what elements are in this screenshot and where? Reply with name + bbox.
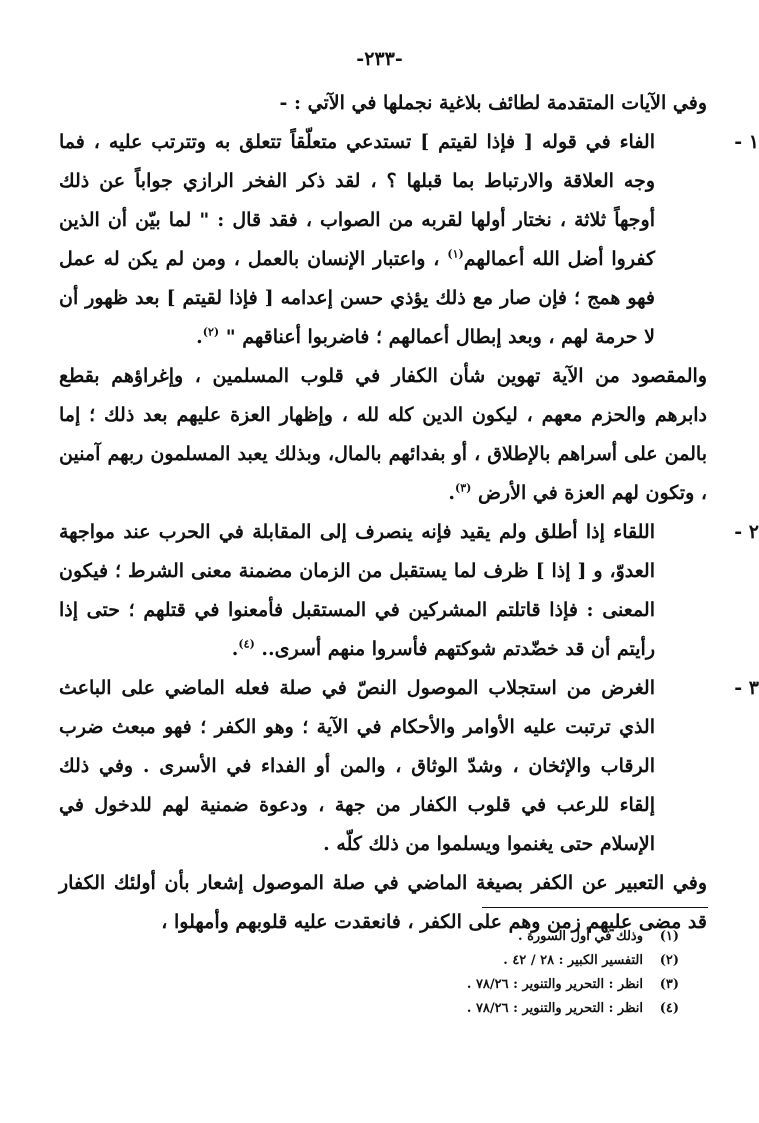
list-item-text xyxy=(59,513,707,669)
footnote-divider xyxy=(482,907,708,908)
footnote-text: التفسير الكبير : ٢٨ / ٤٢ . xyxy=(503,953,643,968)
body-text xyxy=(59,84,759,942)
paragraph xyxy=(59,357,707,513)
footnote-number: (٢) xyxy=(659,953,679,968)
list-item-text xyxy=(59,123,707,357)
footnote-ref: (١) xyxy=(447,247,464,261)
sentence-end: . xyxy=(196,326,203,348)
intro-paragraph: وفي الآيات المتقدمة لطائف بلاغية نجملها في الآتي : - xyxy=(279,92,707,114)
footnote-text: انظر : التحرير والتنوير : ٧٨/٢٦ . xyxy=(466,977,643,992)
footnote xyxy=(279,997,679,1021)
footnote-number: (١) xyxy=(659,929,679,944)
list-item-2 xyxy=(59,513,759,669)
footnote-number: (٤) xyxy=(659,1001,679,1016)
list-marker: ٢ - xyxy=(734,521,759,543)
page-number: -٢٣٣- xyxy=(356,48,403,70)
footnote-ref: (٢) xyxy=(202,325,220,339)
list-marker: ١ - xyxy=(734,131,759,153)
text-segment: والمقصود من الآية تهوين شأن الكفار في قلوب المسلمين ، وإغراؤهم بقطع دابرهم والحزم معهم ، ليكون الدين كله لله ، وإظهار العزة عليهم بعد ذلك ؛ إما بالمن على أسراهم بالإطلاق ، أو بفدائهم بالمال، وبذلك يعبد المسلمون ربهم آمنين ، وتكون لهم العزة في الأرض xyxy=(59,365,707,504)
list-item-1 xyxy=(59,123,759,357)
footnotes xyxy=(279,925,679,1021)
footnote-text: وذلك في أول السورة . xyxy=(518,929,643,944)
text-segment: ، واعتبار الإنسان بالعمل ، ومن لم يكن له عمل فهو همج ؛ فإن صار مع ذلك يؤذي حسن إعدامه [ فإذا لقيتم ] بعد ظهور أن لا حرمة لهم ، وبعد إبطال أعمالهم ؛ فاضربوا أعناقهم " xyxy=(59,248,655,348)
footnote xyxy=(279,925,679,949)
list-marker: ٣ - xyxy=(734,677,759,699)
text-segment: الفاء في قوله [ فإذا لقيتم ] تستدعي متعلّقاً تتعلق به وتترتب عليه ، فما وجه العلاقة والارتباط بما قبلها ؟ ، لقد ذكر الفخر الرازي جواباً عن ذلك أوجهاً ثلاثة ، نختار أولها لقربه من الصواب ، فقد قال : " لما بيّن أن الذين كفروا أضل الله أعمالهم xyxy=(59,131,655,270)
list-item-3 xyxy=(59,669,759,864)
paragraph: وفي التعبير عن الكفر بصيغة الماضي في صلة الموصول إشعار بأن أولئك الكفار قد مضى عليهم زمن وهم على الكفر ، فانعقدت عليه قلوبهم وأمهلوا ، xyxy=(59,872,707,933)
footnote xyxy=(279,973,679,997)
footnote-ref: (٣) xyxy=(455,481,472,495)
text-segment: اللقاء إذا أطلق ولم يقيد فإنه ينصرف إلى المقابلة في الحرب عند مواجهة العدوّ، و [ إذا ] ظرف لما يستقبل من الزمان مضمنة معنى الشرط ؛ فيكون المعنى : فإذا قاتلتم المشركين في المستقبل فأمعنوا في قتلهم ؛ حتى إذا رأيتم أن قد خضّدتم شوكتهم فأسروا منهم أسرى.. xyxy=(59,521,655,660)
list-item-text: الغرض من استجلاب الموصول النصّ في صلة فعله الماضي على الباعث الذي ترتبت عليه الأوامر والأحكام في الآية ؛ وهو الكفر ؛ فهو مبعث ضرب الرقاب والإثخان ، وشدّ الوثاق ، والمن أو الفداء في الأسرى . وفي ذلك إلقاء للرعب في قلوب الكفار من جهة ، ودعوة ضمنية لهم للدخول في الإسلام حتى يغنموا ويسلموا من ذلك كلّه . xyxy=(59,677,655,855)
footnote-number: (٣) xyxy=(659,977,679,992)
footnote-text: انظر : التحرير والتنوير : ٧٨/٢٦ . xyxy=(466,1001,643,1016)
footnote-ref: (٤) xyxy=(238,637,255,651)
footnote xyxy=(279,949,679,973)
sentence-end: . xyxy=(231,638,239,660)
sentence-end: . xyxy=(448,482,456,504)
